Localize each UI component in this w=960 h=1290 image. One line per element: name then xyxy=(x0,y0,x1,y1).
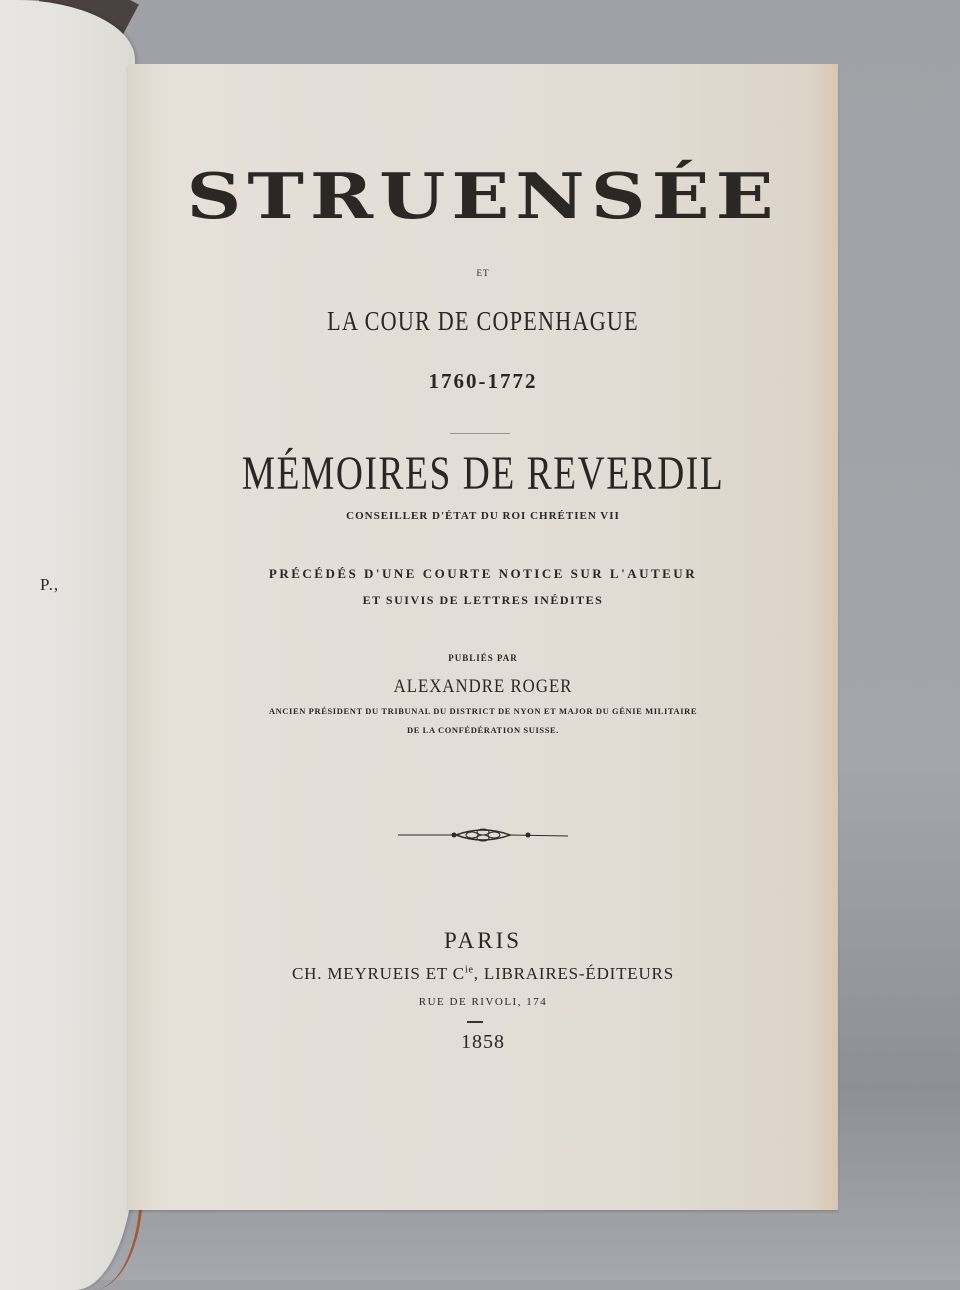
preface-note-line2: ET SUIVIS DE LETTRES INÉDITES xyxy=(362,593,604,607)
ornament-icon xyxy=(398,825,568,845)
editor-description-line1: ANCIEN PRÉSIDENT DU TRIBUNAL DU DISTRICT DE NYON ET MAJOR DU GÉNIE MILITAIRE xyxy=(268,706,698,716)
publisher-address: RUE DE RIVOLI, 174 xyxy=(418,996,548,1008)
publisher-prefix: CH. MEYRUEIS ET C xyxy=(292,964,465,983)
left-page-edge xyxy=(0,1190,143,1290)
preface-note-line1: PRÉCÉDÉS D'UNE COURTE NOTICE SUR L'AUTEUR xyxy=(268,566,698,581)
book-title: STRUENSÉE xyxy=(186,160,780,233)
publisher-suffix: , LIBRAIRES-ÉDITEURS xyxy=(473,964,674,983)
conjunction: ET xyxy=(476,268,490,278)
publisher xyxy=(128,964,838,984)
editor-description-line2: DE LA CONFÉDÉRATION SUISSE. xyxy=(406,725,560,735)
publication-year: 1858 xyxy=(461,1031,505,1053)
published-by: PUBLIÉS PAR xyxy=(448,653,518,663)
year-range: 1760-1772 xyxy=(428,369,538,393)
left-page-text: P., xyxy=(40,575,60,594)
book-subtitle: LA COUR DE COPENHAGUE xyxy=(327,306,639,336)
divider xyxy=(450,433,510,434)
publisher-sup: ie xyxy=(464,964,474,976)
author-role: CONSEILLER D'ÉTAT DU ROI CHRÉTIEN VII xyxy=(346,510,620,522)
editor-name: ALEXANDRE ROGER xyxy=(393,676,573,697)
publication-city: PARIS xyxy=(443,928,523,953)
year-divider xyxy=(467,1021,483,1023)
left-page xyxy=(0,0,135,1290)
work-title: MÉMOIRES DE REVERDIL xyxy=(241,447,725,500)
